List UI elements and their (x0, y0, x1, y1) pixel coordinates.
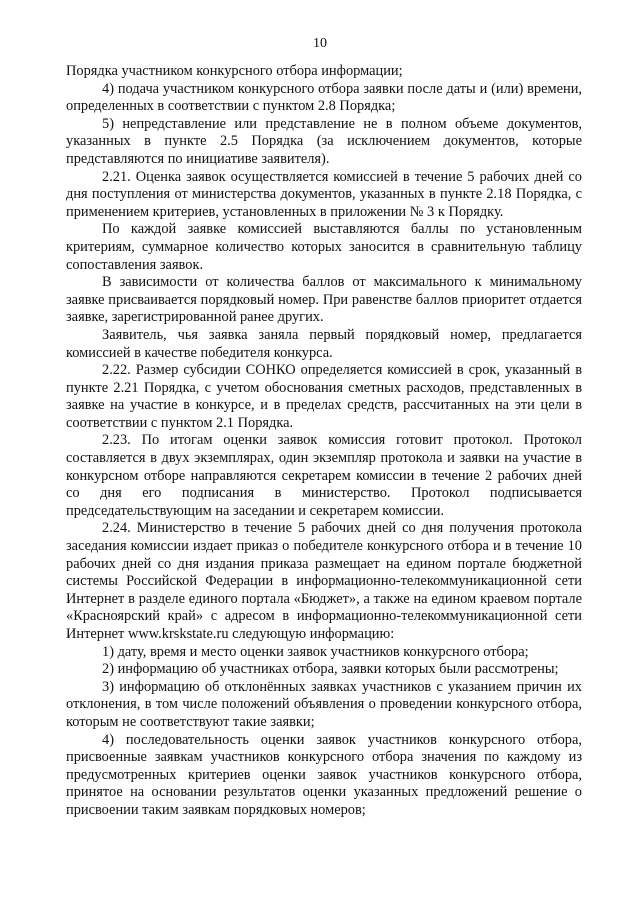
paragraph: 1) дату, время и место оценки заявок участников конкурсного отбора; (102, 643, 529, 660)
paragraph: 2.21. Оценка заявок осуществляется комиссией в течение 5 рабочих дней со дня поступления от министерства документов, указанных в пункте 2.18 Порядка, с применением критериев, установленных в приложении № 3 к Порядку. (66, 168, 582, 220)
paragraph: В зависимости от количества баллов от максимального к минимальному заявке присваивается порядковый номер. При равенстве баллов приоритет отдается заявке, зарегистрированной ранее других. (66, 274, 582, 326)
paragraph: 2) информацию об участниках отбора, заявки которых были рассмотрены; (102, 661, 559, 678)
paragraph: 3) информацию об отклонённых заявках участников с указанием причин их отклонения, в том числе положений объявления о проведении конкурсного отбора, которым не соответствуют такие заявки; (66, 678, 582, 730)
paragraph: Порядка участником конкурсного отбора информации; (66, 63, 403, 79)
paragraph: 2.24. Министерство в течение 5 рабочих дней со дня получения протокола заседания комиссии издает приказ о победителе конкурсного отбора и в течение 10 рабочих дней со дня издания приказа размещает на едином портале бюджетной системы Российской Федерации в информационно-телекоммуникационной сети Интернет в разделе единого портала «Бюджет», а также на едином краевом портале «Красноярский край» с адресом в информационно-телекоммуникационной сети Интернет www.krskstate.ru следующую информацию: (66, 520, 582, 642)
page-number: 10 (313, 36, 327, 51)
paragraph: 5) непредставление или представление не в полном объеме документов, указанных в пункте 2.5 Порядка (за исключением документов, которые представляются по инициативе заявителя). (66, 115, 582, 167)
paragraph: По каждой заявке комиссией выставляются баллы по установленным критериям, суммарное количество которых заносится в сравнительную таблицу сопоставления заявок. (66, 221, 582, 273)
paragraph: 2.23. По итогам оценки заявок комиссия готовит протокол. Протокол составляется в двух экземплярах, один экземпляр протокола и заявки на участие в конкурсном отборе направляются секретарем комиссии в течение 2 рабочих дней со дня его подписания в министерство. Протокол подписывается председательствующим на заседании и секретарем комиссии. (66, 432, 582, 519)
paragraph: Заявитель, чья заявка заняла первый порядковый номер, предлагается комиссией в качестве победителя конкурса. (66, 326, 582, 361)
paragraph: 4) подача участником конкурсного отбора заявки после даты и (или) времени, определенных в соответствии с пунктом 2.8 Порядка; (66, 80, 582, 115)
paragraph: 4) последовательность оценки заявок участников конкурсного отбора, присвоенные заявкам участников конкурсного отбора значения по каждому из предусмотренных критериев оценки заявок участников конкурсного отбора, принятое на основании результатов оценки указанных предложений решение о присвоении таким заявкам порядковых номеров; (66, 731, 582, 818)
paragraph: 2.22. Размер субсидии СОНКО определяется комиссией в срок, указанный в пункте 2.21 Порядка, с учетом обоснования сметных расходов, представленных в заявке на участие в конкурсе, и в пределах средств, рассчитанных на эти цели в соответствии с пунктом 2.1 Порядка. (66, 362, 582, 431)
document-body (66, 63, 582, 820)
